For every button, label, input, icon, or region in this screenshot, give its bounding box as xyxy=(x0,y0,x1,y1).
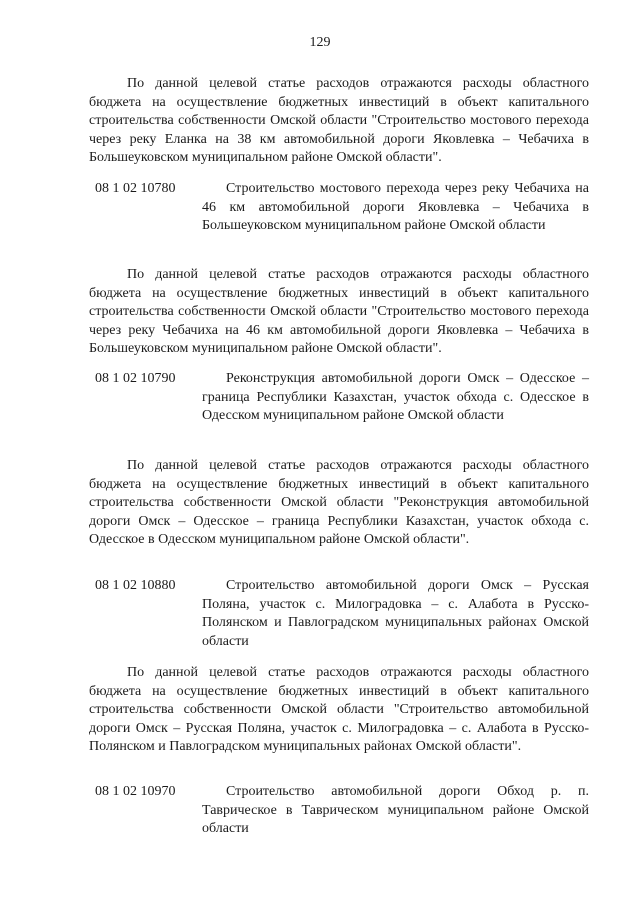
budget-entry-title: Реконструкция автомобильной дороги Омск – Одесское – граница Республики Казахстан, участок обхода с. Одесское в Одесском муниципальном районе Омской области xyxy=(202,371,589,424)
budget-code: 08 1 02 10790 xyxy=(95,371,176,386)
paragraph-4: По данной целевой статье расходов отражаются расходы областного бюджета на осуществление бюджетных инвестиций в объект капитального строительства собственности Омской области "Строительство автомобильной дороги Омск – Русская Поляна, участок с. Милоградовка – с. Алабота в Русско-Полянском и Павлоградском муниципальных районах Омской области". xyxy=(89,665,589,755)
budget-entry-title: Строительство автомобильной дороги Омск – Русская Поляна, участок с. Милоградовка – с. Алабота в Русско-Полянском и Павлоградском муниципальных районах Омской области xyxy=(202,578,589,649)
budget-code: 08 1 02 10970 xyxy=(95,784,176,799)
paragraph-3: По данной целевой статье расходов отражаются расходы областного бюджета на осуществление бюджетных инвестиций в объект капитального строительства собственности Омской области "Реконструкция автомобильной дороги Омск – Одесское – граница Республики Казахстан, участок обхода с. Одесское в Одесском муниципальном районе Омской области". xyxy=(89,458,589,548)
paragraph-1: По данной целевой статье расходов отражаются расходы областного бюджета на осуществление бюджетных инвестиций в объект капитального строительства собственности Омской области "Строительство мостового перехода через реку Еланка на 38 км автомобильной дороги Яковлевка – Чебачиха в Большеуковском муниципальном районе Омской области". xyxy=(89,76,589,166)
paragraph-2: По данной целевой статье расходов отражаются расходы областного бюджета на осуществление бюджетных инвестиций в объект капитального строительства собственности Омской области "Строительство мостового перехода через реку Чебачиха на 46 км автомобильной дороги Яковлевка – Чебачиха в Большеуковском муниципальном районе Омской области". xyxy=(89,267,589,357)
page-number: 129 xyxy=(309,35,331,50)
budget-entry-title: Строительство автомобильной дороги Обход р. п. Таврическое в Таврическом муниципальном районе Омской области xyxy=(202,784,589,837)
budget-code: 08 1 02 10780 xyxy=(95,181,176,196)
budget-code: 08 1 02 10880 xyxy=(95,578,176,593)
budget-entry-title: Строительство мостового перехода через реку Чебачиха на 46 км автомобильной дороги Яковлевка – Чебачиха в Большеуковском муниципальном районе Омской области xyxy=(202,181,589,234)
